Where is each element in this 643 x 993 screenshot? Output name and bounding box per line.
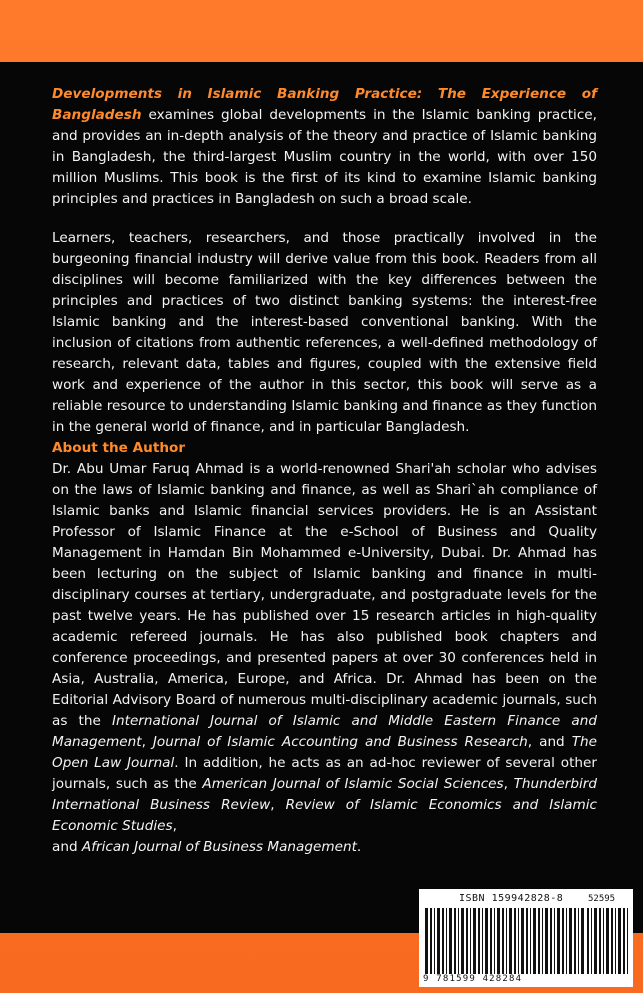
book-title: Developments in Islamic Banking Practice: The Experience of Bangladesh bbox=[52, 86, 597, 123]
separator: , bbox=[141, 734, 153, 750]
barcode-bars bbox=[425, 908, 585, 974]
about-text-2: . In addition, he acts as an ad-hoc reviewer of several other journals, such as the bbox=[52, 755, 597, 792]
journal-title: African Journal of Business Management bbox=[81, 839, 357, 855]
intro-text: examines global developments in the Islamic banking practice, and provides an in-depth analysis of the theory and practice of Islamic banking in Bangladesh, the third-largest Muslim country in the world, with over 150 million Muslims. This book is the first of its kind to examine Islamic banking principles and practices in Bangladesh on such a broad scale. bbox=[52, 107, 597, 207]
journal-title: Thunderbird International Business Review bbox=[52, 776, 597, 813]
description-paragraph: Learners, teachers, researchers, and those practically involved in the burgeoning financial industry will derive value from this book. Readers from all disciplines will become familiarized with the key differences between the principles and practices of two distinct banking systems: the interest-free Islamic banking and the interest-based conventional banking. With the inclusion of citations from authentic references, a well-defined methodology of research, relevant data, tables and figures, coupled with the extensive field work and experience of the author in this sector, this book will serve as a reliable resource to understanding Islamic banking and finance as they function in the general world of finance, and in particular Bangladesh. bbox=[52, 230, 597, 435]
separator: . bbox=[356, 839, 362, 855]
barcode-addon-bars bbox=[587, 908, 629, 974]
about-text-1: Dr. Abu Umar Faruq Ahmad is a world-renowned Shari'ah scholar who advises on the laws of Islamic banking and finance, as well as Shari`ah compliance of Islamic banks and Islamic financial services providers. He is an Assistant Professor of Islamic Finance at the e-School of Business and Quality Management in Hamdan Bin Mohammed e-University, Dubai. Dr. Ahmad has been lecturing on the subject of Islamic banking and finance in multi-disciplinary courses at tertiary, undergraduate, and postgraduate levels for the past twelve years. He has published over 15 research articles in high-quality academic refereed journals. He has also published book chapters and conference proceedings, and presented papers at over 30 conferences held in Asia, Australia, America, Europe, and Africa. Dr. Ahmad has been on the Editorial Advisory Board of numerous multi-disciplinary academic journals, such as the bbox=[52, 461, 597, 729]
about-author-heading: About the Author bbox=[52, 440, 186, 456]
journal-title: Journal of Islamic Accounting and Business Research bbox=[152, 734, 528, 750]
separator: , bbox=[172, 818, 177, 834]
separator: , and bbox=[527, 734, 572, 750]
isbn-barcode bbox=[419, 889, 633, 987]
barcode-ean-number: 9 781599 428284 bbox=[423, 974, 523, 984]
separator: , bbox=[503, 776, 514, 792]
journal-title: International Journal of Islamic and Middle Eastern Finance and Management bbox=[52, 713, 597, 750]
separator: and bbox=[52, 839, 82, 855]
journal-title: American Journal of Islamic Social Sciences bbox=[202, 776, 504, 792]
barcode-addon-number: 52595 bbox=[588, 894, 616, 904]
about-author-paragraph bbox=[52, 459, 597, 837]
journal-title: The Open Law Journal bbox=[52, 734, 597, 771]
back-cover-text bbox=[52, 84, 597, 858]
isbn-label: ISBN 159942828-8 bbox=[459, 893, 564, 904]
separator: , bbox=[270, 797, 286, 813]
intro-paragraph bbox=[52, 84, 597, 210]
journal-title: Review of Islamic Economics and Islamic Economic Studies bbox=[52, 797, 597, 834]
about-author-last-line bbox=[52, 837, 397, 858]
